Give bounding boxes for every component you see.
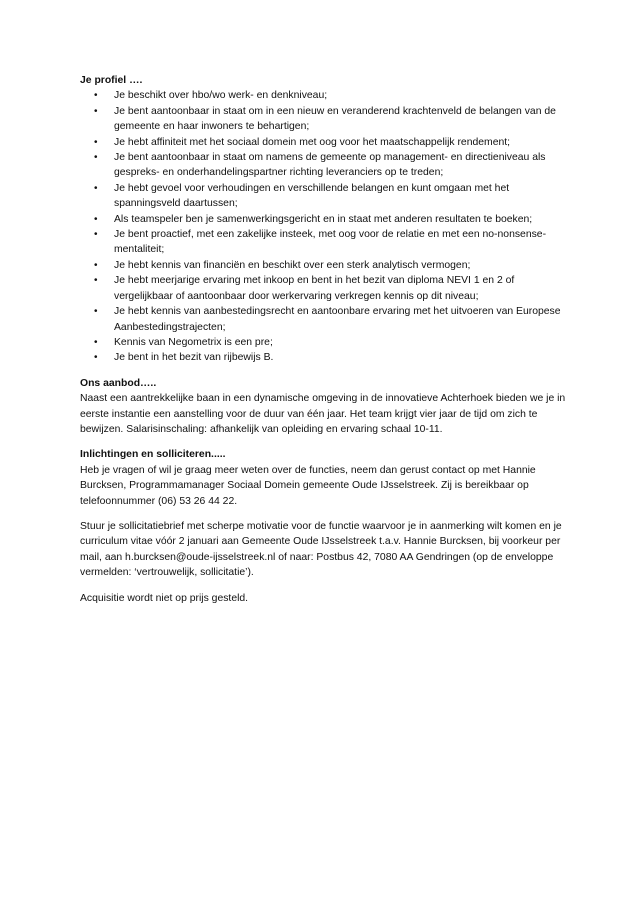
list-item: • Je beschikt over hbo/wo werk- en denkniveau; — [80, 88, 572, 103]
offer-section — [80, 376, 572, 438]
apply-section — [80, 519, 572, 581]
list-item: • Je bent in het bezit van rijbewijs B. — [80, 350, 572, 365]
bullet-icon: • — [94, 136, 98, 148]
info-heading: Inlichtingen en solliciteren..... — [80, 449, 226, 461]
bullet-icon: • — [94, 336, 98, 348]
profile-list — [80, 88, 572, 365]
info-section — [80, 447, 572, 509]
bullet-icon: • — [94, 152, 98, 164]
offer-heading: Ons aanbod….. — [80, 377, 157, 389]
apply-text: Stuur je sollicitatiebrief met scherpe motivatie voor de functie waarvoor je in aanmerking wilt komen en je curriculum vitae vóór 2 januari aan Gemeente Oude IJsselstreek t.a.v. Hannie Burcksen, bij voorkeur per mail, aan h.burcksen@oude-ijsselstreek.nl of naar: Postbus 42, 7080 AA Gendringen (op de enveloppe vermelden: ‘vertrouwelijk, sollicitatie’). — [80, 520, 562, 579]
list-item: • Je bent aantoonbaar in staat om in een nieuw en veranderend krachtenveld de belangen van de gemeente en haar inwoners te behartigen; — [94, 105, 556, 133]
list-item: • Je hebt gevoel voor verhoudingen en verschillende belangen en kunt omgaan met het spanningsveld daartussen; — [94, 182, 510, 210]
list-item: • Je bent aantoonbaar in staat om namens de gemeente op management- en directieniveau als gespreks- en onderhandelingspartner richting leveranciers op te treden; — [94, 152, 546, 179]
bullet-icon: • — [94, 229, 98, 241]
offer-text: Naast een aantrekkelijke baan in een dynamische omgeving in de innovatieve Achterhoek bieden we je in eerste instantie een aanstelling voor de duur van één jaar. Het team krijgt vier jaar de tijd om zich te bewijzen. Salarisinschaling: afhankelijk van opleiding en ervaring schaal 10-11. — [80, 393, 566, 435]
bullet-icon: • — [94, 275, 98, 287]
list-item: • Je hebt affiniteit met het sociaal domein met oog voor het maatschappelijk rendement; — [80, 135, 572, 150]
document-content — [80, 73, 572, 606]
bullet-icon: • — [94, 352, 98, 364]
bullet-icon: • — [94, 306, 98, 318]
acquisition-section — [80, 591, 572, 606]
bullet-icon: • — [94, 90, 98, 102]
list-item: • Kennis van Negometrix is een pre; — [80, 335, 572, 350]
list-item: • Je hebt meerjarige ervaring met inkoop en bent in het bezit van diploma NEVI 1 en 2 of vergelijkbaar of aantoonbaar door werkervaring verkregen kennis op dit niveau; — [94, 275, 515, 302]
list-item: • Je bent proactief, met een zakelijke insteek, met oog voor de relatie en met een no-nonsense-mentaliteit; — [94, 229, 547, 256]
list-item: • Je hebt kennis van aanbestedingsrecht en aantoonbare ervaring met het uitvoeren van Europese Aanbestedingstrajecten; — [94, 306, 561, 333]
list-item: • Je hebt kennis van financiën en beschikt over een sterk analytisch vermogen; — [80, 258, 572, 273]
info-text: Heb je vragen of wil je graag meer weten over de functies, neem dan gerust contact op met Hannie Burcksen, Programmamanager Sociaal Domein gemeente Oude IJsselstreek. Zij is bereikbaar op telefoonnummer (06) 53 26 44 22. — [80, 464, 536, 507]
bullet-icon: • — [94, 182, 98, 194]
bullet-icon: • — [94, 259, 98, 271]
bullet-icon: • — [94, 213, 98, 225]
list-item: • Als teamspeler ben je samenwerkingsgericht en in staat met anderen resultaten te boeken; — [80, 212, 572, 227]
acquisition-text: Acquisitie wordt niet op prijs gesteld. — [80, 592, 249, 604]
profile-heading: Je profiel …. — [80, 75, 143, 86]
bullet-icon: • — [94, 105, 98, 117]
